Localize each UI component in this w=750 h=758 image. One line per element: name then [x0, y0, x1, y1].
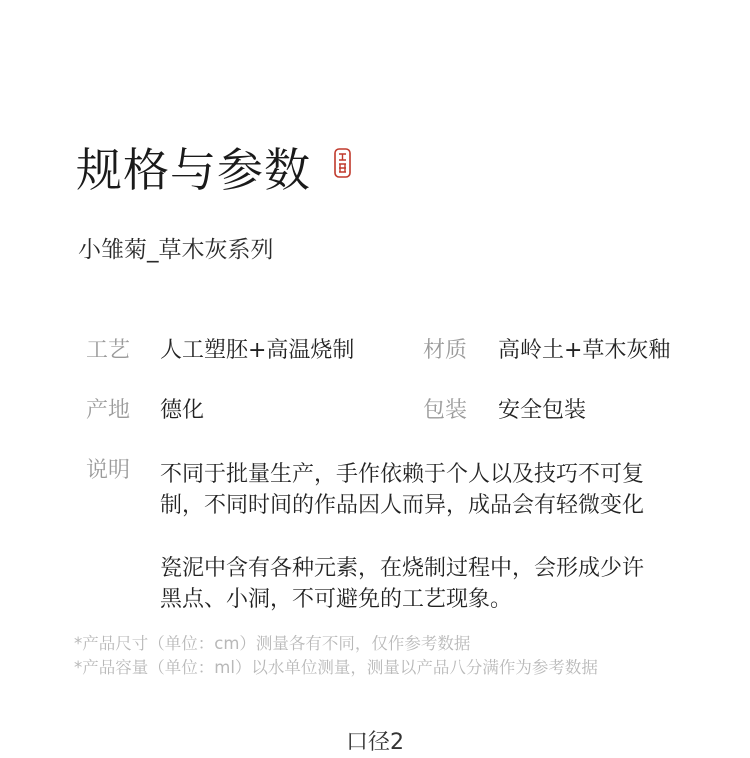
description-line: 不同于批量生产，手作依赖于个人以及技巧不可复 [160, 462, 645, 487]
description-line: 瓷泥中含有各种元素，在烧制过程中，会形成少许 [160, 556, 645, 581]
spec-label-origin: 产地 [86, 398, 131, 423]
series-subtitle: 小雏菊_草木灰系列 [78, 237, 274, 263]
spec-value-origin: 德化 [160, 398, 205, 423]
spec-value-packaging: 安全包装 [498, 398, 587, 423]
description-paragraph-1 [160, 459, 700, 521]
next-section-heading: 口径2 [346, 730, 404, 755]
spec-value-craft: 人工塑胚+高温烧制 [160, 338, 355, 363]
note-capacity: *产品容量（单位：ml）以水单位测量，测量以产品八分满作为参考数据 [74, 658, 598, 677]
spec-label-material: 材质 [423, 338, 468, 363]
spec-label-craft: 工艺 [86, 338, 131, 363]
spec-label-packaging: 包装 [423, 398, 468, 423]
spec-label-description: 说明 [86, 458, 131, 483]
description-line: 制，不同时间的作品因人而异，成品会有轻微变化 [160, 493, 645, 518]
spec-value-material: 高岭土+草木灰釉 [498, 338, 671, 363]
seal-stamp-icon [334, 148, 351, 178]
description-line: 黑点、小洞，不可避免的工艺现象。 [160, 587, 513, 612]
note-size: *产品尺寸（单位：cm）测量各有不同，仅作参考数据 [74, 634, 471, 653]
description-paragraph-2 [160, 553, 700, 615]
page-title: 规格与参数 [76, 143, 311, 197]
